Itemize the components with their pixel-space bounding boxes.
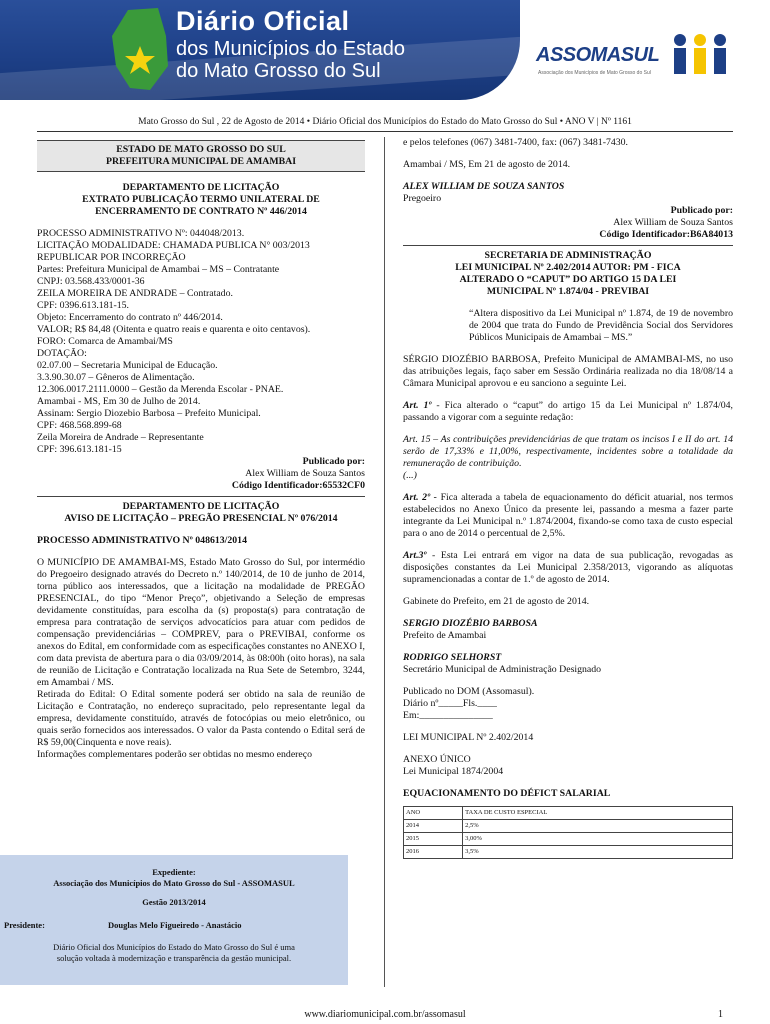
- heading-line: ALTERADO O “CAPUT” DO ARTIGO 15 DA LEI: [459, 274, 677, 285]
- dom-date-line: Em:_______________: [403, 710, 493, 721]
- secretary-name: RODRIGO SELHORST: [403, 652, 502, 663]
- issue-line: Mato Grosso do Sul , 22 de Agosto de 2014 • Diário Oficial dos Municípios do Estado do Mato Grosso do Sul • ANO V | Nº 1161: [138, 117, 632, 127]
- dom-page-line: Diário nº_____Fls.____: [403, 698, 497, 709]
- tax-table: [403, 806, 733, 859]
- extract-line: LICITAÇÃO MODALIDADE: CHAMADA PUBLICA N° 003/2013: [37, 240, 310, 251]
- publisher-name: Alex William de Souza Santos: [245, 468, 365, 479]
- left-column: [37, 137, 365, 761]
- publisher-block-1: [37, 456, 365, 492]
- heading-line: LEI MUNICIPAL Nº 2.402/2014 AUTOR: PM - FICA: [455, 262, 681, 273]
- dept-heading-2: [37, 496, 365, 525]
- state-map-icon: [110, 6, 170, 92]
- table-cell: 2015: [404, 833, 463, 846]
- column-divider: [384, 137, 385, 987]
- dept-heading-1: [37, 182, 365, 218]
- article-label: Art. 1º: [403, 400, 432, 411]
- signer-name: ALEX WILLIAM DE SOUZA SANTOS: [403, 181, 565, 192]
- masthead-banner: [0, 0, 520, 100]
- process-number: PROCESSO ADMINISTRATIVO Nº 048613/2014: [37, 535, 247, 546]
- secretary-role: Secretário Municipal de Administração Designado: [403, 664, 602, 675]
- heading-line: ESTADO DE MATO GROSSO DO SUL: [116, 144, 286, 155]
- table-header-row: [404, 807, 733, 820]
- expediente-label: Expediente:: [152, 867, 196, 877]
- table-row: [404, 820, 733, 833]
- footer-url[interactable]: www.diariomunicipal.com.br/assomasul: [304, 1009, 466, 1020]
- right-column: [403, 137, 733, 859]
- gabinete-line: Gabinete do Prefeito, em 21 de agosto de 2014.: [403, 596, 590, 607]
- info-paragraph: Informações complementares poderão ser obtidas no mesmo endereço: [37, 749, 313, 760]
- article-text: - Fica alterado o “caput” do artigo 15 da Lei Municipal nº 1.874/04, passando a vigorar com a seguinte redação:: [403, 400, 733, 423]
- mayor-role: Prefeito de Amambai: [403, 630, 487, 641]
- expediente-box: [0, 855, 348, 985]
- extract-line: CPF: 0396.613.181-15.: [37, 300, 129, 311]
- annex-title: ANEXO ÚNICO: [403, 754, 471, 765]
- publisher-name: Alex William de Souza Santos: [613, 217, 733, 228]
- table-cell: 2,5%: [463, 820, 733, 833]
- table-row: [404, 846, 733, 859]
- article-label: Art.3º: [403, 550, 427, 561]
- association-name: Associação dos Municípios do Mato Grosso do Sul - ASSOMASUL: [53, 878, 295, 888]
- extract-line: Assinam: Sergio Diozebio Barbosa – Prefeito Municipal.: [37, 408, 261, 419]
- secretaria-heading: [403, 245, 733, 298]
- article-15-text: Art. 15 – As contribuições previdenciárias de que tratam os incisos I e II do art. 14 serão de 17,33% e 11,00%, respectivamente, incidentes sobre a totalidade da remuneração de contribuição.: [403, 434, 733, 469]
- heading-line: SECRETARIA DE ADMINISTRAÇÃO: [484, 250, 652, 261]
- extract-line: FORO: Comarca de Amambai/MS: [37, 336, 173, 347]
- article-1: [403, 400, 733, 424]
- extract-line: 12.306.0017.2111.0000 – Gestão da Merenda Escolar - PNAE.: [37, 384, 284, 395]
- extract-line: Objeto: Encerramento do contrato nº 446/2014.: [37, 312, 223, 323]
- extract-line: 02.07.00 – Secretaria Municipal de Educação.: [37, 360, 218, 371]
- heading-line: PREFEITURA MUNICIPAL DE AMAMBAI: [105, 156, 297, 167]
- assomasul-logo-text: ASSOMASUL: [536, 44, 660, 66]
- president-name: Douglas Melo Figueiredo - Anastácio: [108, 920, 242, 930]
- table-row: [404, 833, 733, 846]
- heading-line: EXTRATO PUBLICAÇÃO TERMO UNILATERAL DE: [82, 194, 320, 205]
- extract-line: REPUBLICAR POR INCORREÇÃO: [37, 252, 186, 263]
- masthead-title: Diário Oficial: [176, 6, 350, 36]
- masthead-subtitle-2: do Mato Grosso do Sul: [176, 60, 381, 82]
- signer-role: Pregoeiro: [403, 193, 442, 204]
- masthead-subtitle-1: dos Municípios do Estado: [176, 38, 406, 60]
- annex-subtitle: Lei Municipal 1874/2004: [403, 766, 504, 777]
- article-2: [403, 492, 733, 540]
- law-number: LEI MUNICIPAL Nº 2.402/2014: [403, 732, 534, 743]
- date-line: Amambai / MS, Em 21 de agosto de 2014.: [403, 159, 571, 170]
- contact-line: e pelos telefones (067) 3481-7400, fax: (067) 3481-7430.: [403, 137, 629, 148]
- ellipsis: (...): [403, 470, 417, 481]
- extract-line: CPF: 468.568.899-68: [37, 420, 122, 431]
- extract-line: DOTAÇÃO:: [37, 348, 87, 359]
- assomasul-logo-subtitle: Associação dos Municípios de Mato Grosso do Sul: [538, 70, 651, 76]
- identifier-code: Código Identificador:B6A84013: [599, 229, 733, 240]
- table-title: EQUACIONAMENTO DO DÉFICT SALARIAL: [403, 788, 611, 799]
- assomasul-people-icon: [660, 30, 750, 82]
- page-number: 1: [718, 1009, 723, 1020]
- edital-paragraph: Retirada do Edital: O Edital somente poderá ser obtido na sala de reunião de Licitação e Contratação, no endereço supracitado, pelo representante legal da empresa, devidamente constituído, através de fotocópias ou meio eletrônico, ou quais serão fornecidos aos interessados. O valor da Pasta contendo o Edital será de R$ 59,00(Cinquenta e nove reais).: [37, 689, 365, 748]
- heading-line: DEPARTAMENTO DE LICITAÇÃO: [122, 501, 280, 512]
- publisher-block-2: [403, 205, 733, 241]
- column-header: TAXA DE CUSTO ESPECIAL: [463, 807, 733, 820]
- footer-description: solução voltada à modernização e transparência da gestão municipal.: [56, 953, 292, 963]
- heading-line: AVISO DE LICITAÇÃO – PREGÃO PRESENCIAL Nº 076/2014: [64, 513, 338, 524]
- extract-line: CNPJ: 03.568.433/0001-36: [37, 276, 145, 287]
- extract-line: PROCESSO ADMINISTRATIVO Nº: 044048/2013.: [37, 228, 245, 239]
- extract-line: 3.3.90.30.07 – Gêneros de Alimentação.: [37, 372, 195, 383]
- law-summary-quote: “Altera dispositivo da Lei Municipal nº 1.874, de 19 de novembro de 2004 que trata do Fundo de Previdência Social dos Servidores Públicos Municipais de Amambai – MS.”: [469, 308, 733, 343]
- extract-line: VALOR; R$ 84,48 (Oitenta e quatro reais e quarenta e oito centavos).: [37, 324, 311, 335]
- article-3: [403, 550, 733, 586]
- column-header: ANO: [404, 807, 463, 820]
- heading-line: ENCERRAMENTO DE CONTRATO Nº 446/2014: [95, 206, 307, 217]
- table-cell: 3,00%: [463, 833, 733, 846]
- extract-line: CPF: 396.613.181-15: [37, 444, 122, 455]
- extract-line: Partes: Prefeitura Municipal de Amambai – MS – Contratante: [37, 264, 280, 275]
- header-rule: [37, 131, 733, 132]
- table-cell: 3,5%: [463, 846, 733, 859]
- extract-line: Zeila Moreira de Andrade – Representante: [37, 432, 204, 443]
- article-text: Fica alterada a tabela de equacionamento do déficit atuarial, nos termos estabelecidos no Anexo Único da presente lei, passando a mesma a fazer parte integrante da Lei Municipal n.º 1.874/2004, fixando-se como taxa de custo especial para o ano de 2014 o percentual de 2,5%.: [403, 492, 734, 539]
- table-cell: 2014: [404, 820, 463, 833]
- table-cell: 2016: [404, 846, 463, 859]
- extract-line: Amambai - MS, Em 30 de Julho de 2014.: [37, 396, 201, 407]
- masthead: [0, 0, 770, 112]
- extract-line: ZEILA MOREIRA DE ANDRADE – Contratado.: [37, 288, 233, 299]
- president-label: Presidente:: [4, 920, 45, 930]
- prefeitura-heading: [37, 140, 365, 172]
- mayor-name: SERGIO DIOZÉBIO BARBOSA: [403, 618, 538, 629]
- notice-paragraph: O MUNICÍPIO DE AMAMBAI-MS, Estado Mato Grosso do Sul, por intermédio do Pregoeiro designado através do Decreto n.º 140/2014, de 10 de junho de 2014, torna público aos interessados, que a licitação na modalidade de PREGÃO PRESENCIAL, do tipo “Menor Preço”, objetivando a Seleção de empresas devidamente constituídas, para escolha da (s) proposta(s) para contratação de empresa para contratação de serviços advocatícios para atuar com pedidos de compensação previdenciárias – COMPREV, para o PREVIBAI, conforme os anexos do Edital, em conformidade com as especificações constantes no ANEXO I, com data prevista de abertura para o dia 03/09/2014, às 08:00h (oito horas), na sala de reunião de Licitação e Contratação localizada na Rua Sete de Setembro, 3244, em Amambai / MS.: [37, 557, 365, 688]
- published-by-label: Publicado por:: [302, 456, 365, 467]
- footer-description: Diário Oficial dos Municípios do Estado do Mato Grosso do Sul é uma: [53, 942, 295, 952]
- heading-line: MUNICIPAL Nº 1.874/04 - PREVIBAI: [486, 286, 650, 297]
- article-text: - Esta Lei entrará em vigor na data de sua publicação, revogadas as disposições constantes da Lei Municipal 2.358/2013, vigorando as alíquotas supramencionadas a contar de 1.º de agosto de 2014.: [403, 550, 733, 585]
- extract-lines: [37, 228, 365, 456]
- identifier-code: Código Identificador:65532CF0: [231, 480, 365, 491]
- published-by-label: Publicado por:: [670, 205, 733, 216]
- term-label: Gestão 2013/2014: [142, 897, 206, 907]
- article-label: Art. 2º -: [403, 492, 437, 503]
- heading-line: DEPARTAMENTO DE LICITAÇÃO: [122, 182, 280, 193]
- enactment-paragraph: SÉRGIO DIOZÉBIO BARBOSA, Prefeito Municipal de AMAMBAI-MS, no uso das atribuições legais, faço saber em Sessão Ordinária realizada no dia 18/08/14 a Câmara Municipal aprovou e eu sanciono a seguinte Lei.: [403, 354, 733, 389]
- dom-published-line: Publicado no DOM (Assomasul).: [403, 686, 535, 697]
